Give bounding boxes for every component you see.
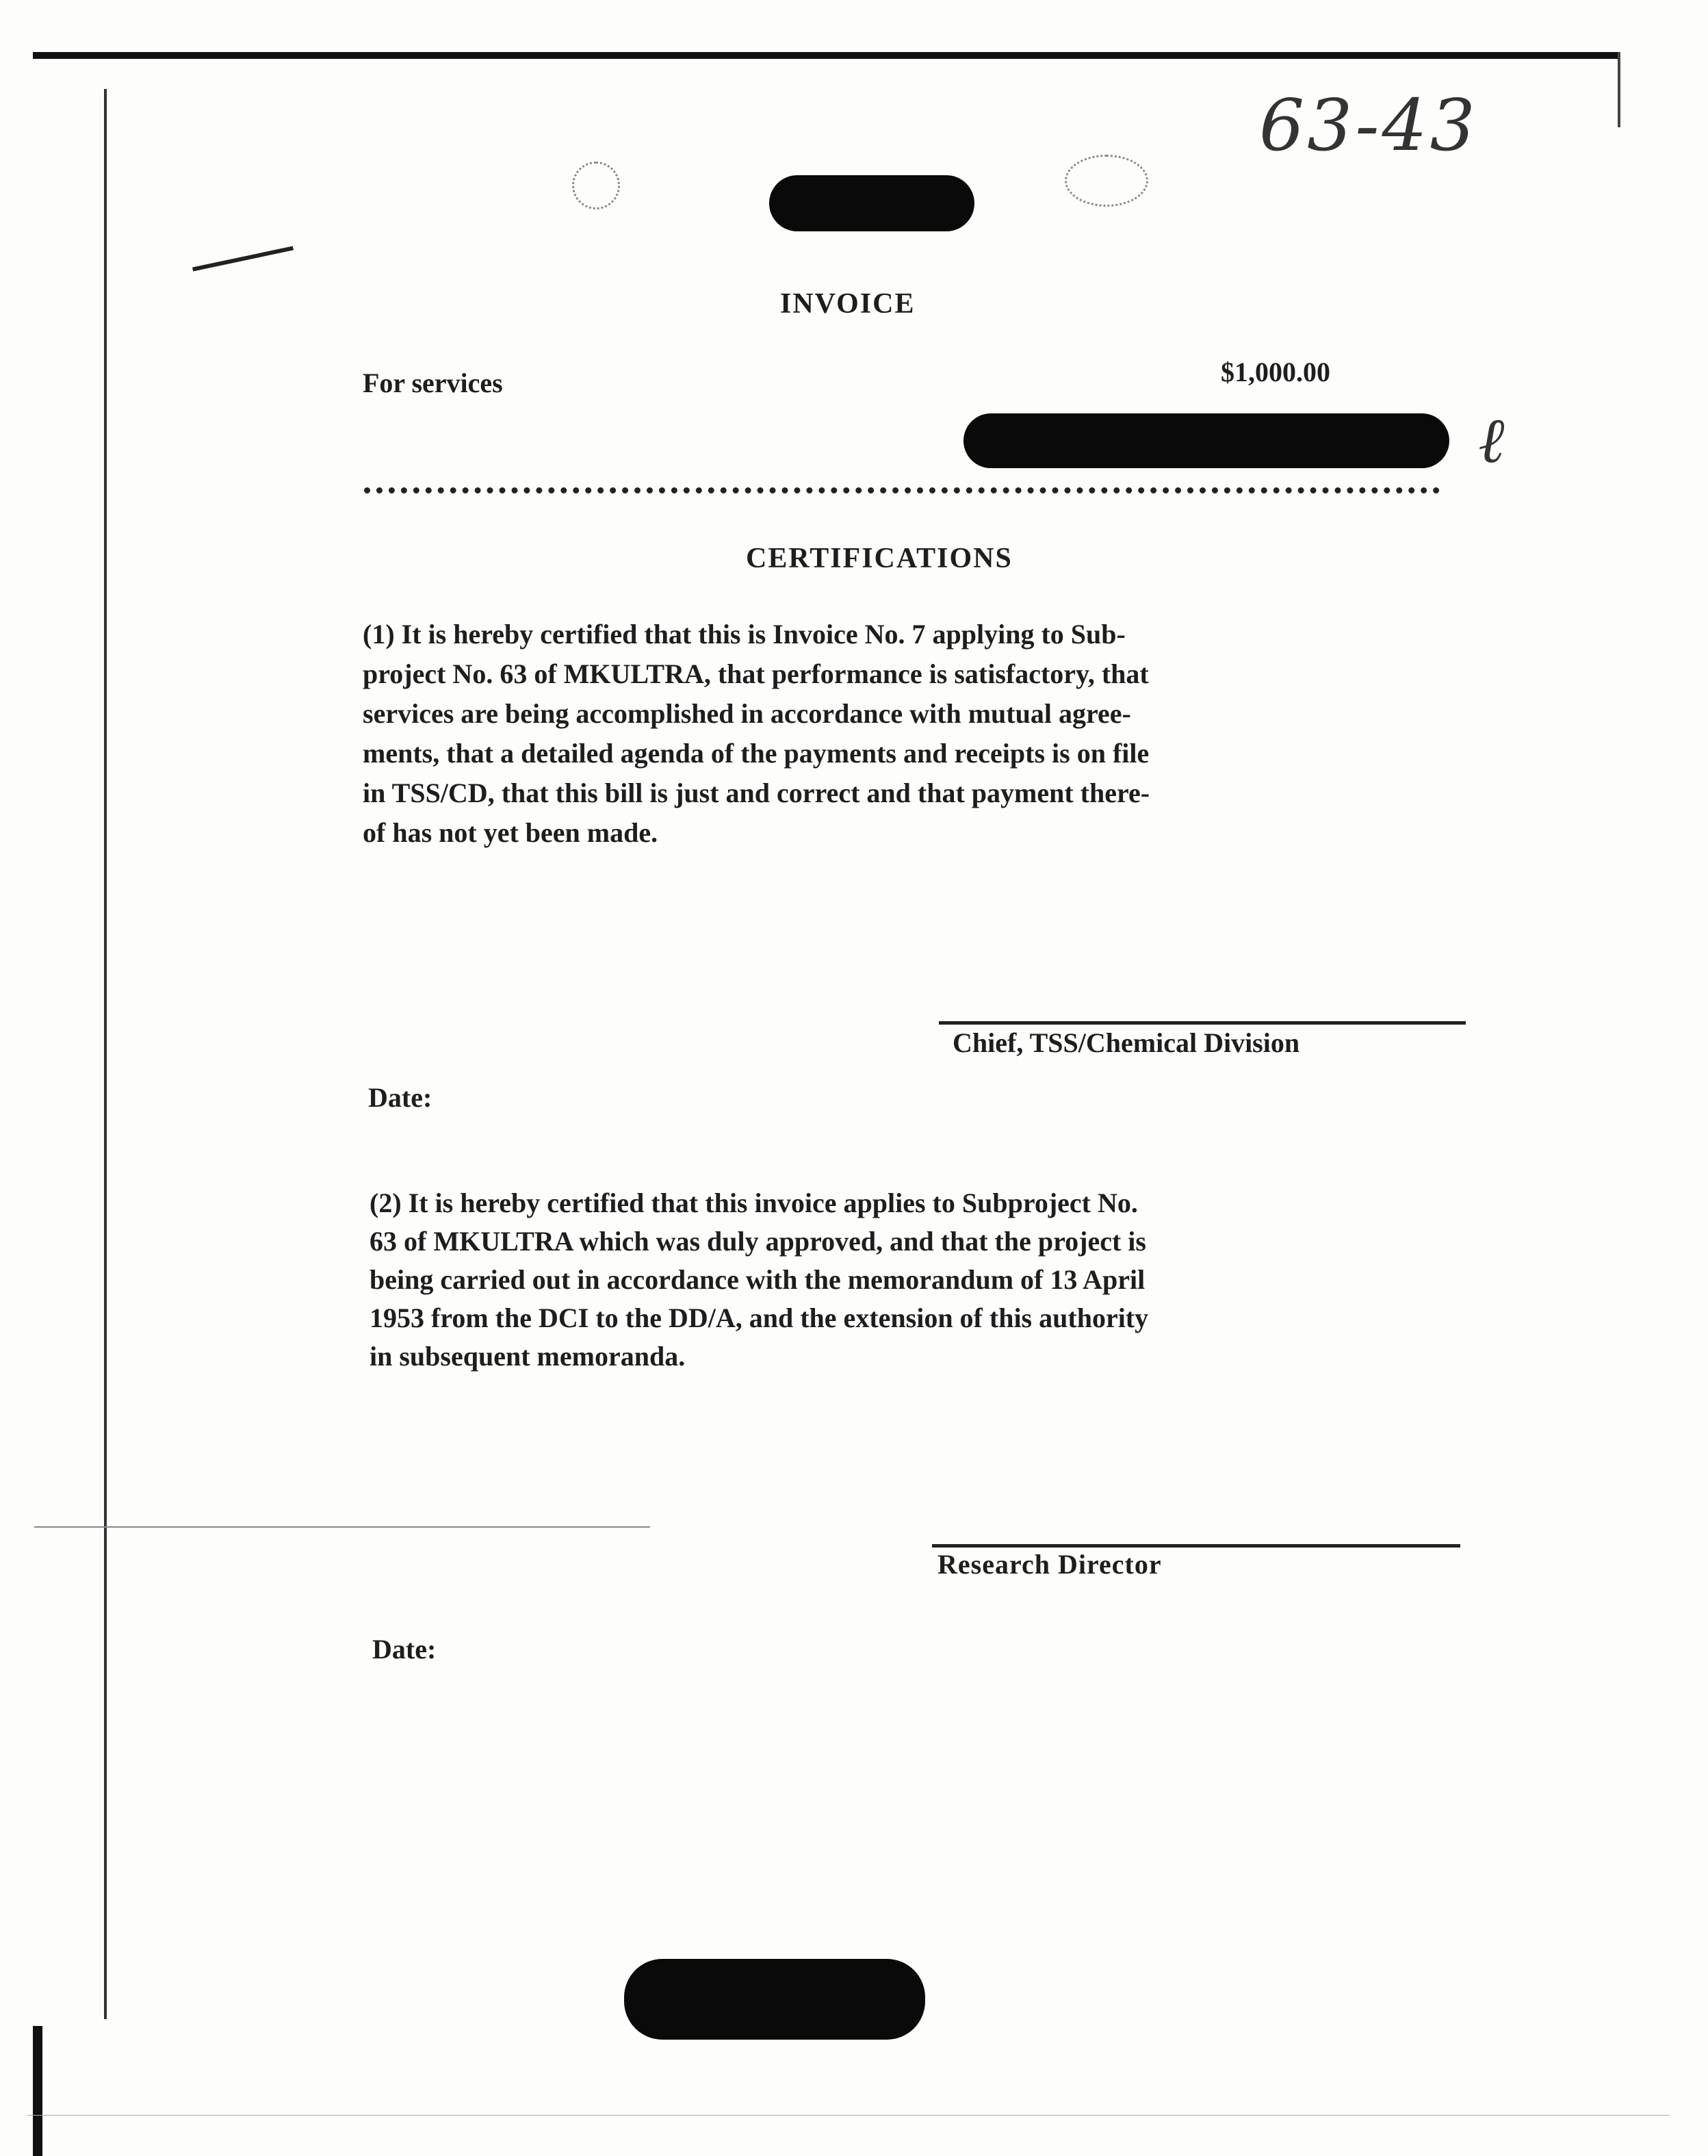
cert2-signature-line [932,1544,1460,1548]
punch-hole-left [572,162,620,209]
cert1-paragraph [363,615,1150,853]
cert1-line: in TSS/CD, that this bill is just and correct and that payment there- [363,778,1150,808]
cert2-line: in subsequent memoranda. [370,1341,686,1372]
cert2-line: (2) It is hereby certified that this invoice applies to Subproject No. [370,1188,1138,1218]
cert1-signature-title: Chief, TSS/Chemical Division [953,1027,1300,1058]
invoice-title: INVOICE [780,288,916,320]
handwritten-number: 63-43 [1259,84,1478,167]
left-margin-line [104,89,107,2019]
certifications-title: CERTIFICATIONS [746,543,1013,574]
right-edge-line [1618,52,1620,127]
cert2-signature-title: Research Director [937,1549,1162,1580]
cert1-line: services are being accomplished in accordance with mutual agree- [363,698,1131,729]
faint-bottom-line [27,2115,1670,2116]
cert2-line: 1953 from the DCI to the DD/A, and the extension of this authority [370,1302,1149,1333]
redaction-top [769,175,974,231]
cert2-line: being carried out in accordance with the memorandum of 13 April [370,1264,1146,1295]
stray-mark [192,246,294,271]
faint-scan-line [34,1526,650,1528]
cert1-line: (1) It is hereby certified that this is Invoice No. 7 applying to Sub- [363,619,1126,650]
cert2-paragraph [370,1184,1148,1376]
cert2-date-label: Date: [372,1634,437,1665]
services-amount: $1,000.00 [1221,357,1330,387]
top-border-line [33,52,1620,59]
dotted-separator [364,487,1440,493]
redaction-middle [963,413,1449,468]
cert1-line: ments, that a detailed agenda of the payments and receipts is on file [363,738,1150,769]
cert1-line: of has not yet been made. [363,817,658,848]
cert1-signature-line [939,1021,1466,1025]
services-label: For services [363,368,503,398]
cert2-line: 63 of MKULTRA which was duly approved, and that the project is [370,1226,1146,1257]
redaction-bottom [624,1959,925,2040]
handwritten-mark: ℓ [1478,404,1505,477]
cert1-date-label: Date: [368,1082,432,1113]
left-edge-bar [33,2026,42,2156]
cert1-line: project No. 63 of MKULTRA, that performance is satisfactory, that [363,658,1149,689]
punch-hole-right [1065,155,1148,207]
